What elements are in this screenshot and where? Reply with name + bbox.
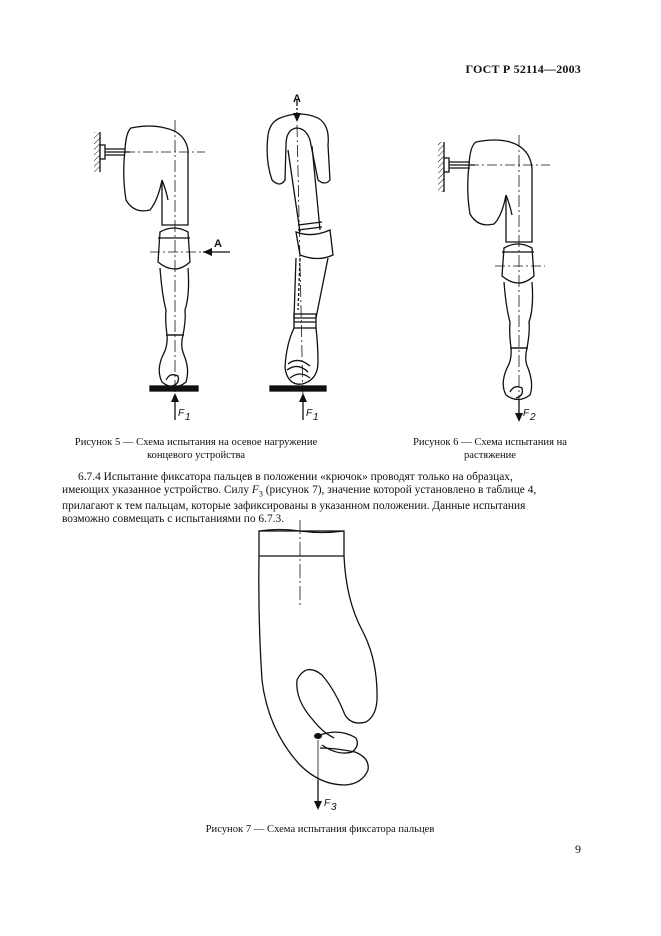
- paragraph-line-4: возможно совмещать с испытаниями по 6.7.3.: [62, 513, 285, 526]
- force-subscript: 3: [258, 489, 263, 499]
- fig7-force-label: F: [324, 798, 331, 809]
- fig7-force-sub: 3: [331, 802, 337, 813]
- paragraph-line-2: [62, 484, 584, 500]
- figure-7-caption: Рисунок 7 — Схема испытания фиксатора пальцев: [205, 824, 435, 835]
- figure-6-caption-line2: растяжение: [464, 450, 516, 461]
- figure-6-arm: [438, 135, 550, 422]
- force-symbol: F: [251, 484, 259, 496]
- page-number: 9: [575, 842, 581, 856]
- fig5-force-sub-left: 1: [185, 412, 191, 423]
- figure-7-hand: [259, 520, 377, 810]
- paragraph-line-1: 6.7.4 Испытание фиксатора пальцев в положении «крючок» проводят только на образцах,: [78, 471, 513, 483]
- wall-hatch: [94, 132, 100, 172]
- figure-5-caption-line2: концевого устройства: [146, 450, 246, 461]
- figure-6-caption: [400, 436, 580, 462]
- fig5-arrow-label-side: A: [214, 238, 222, 250]
- paragraph-6-7-4: [62, 471, 584, 526]
- document-code: ГОСТ Р 52114—2003: [465, 62, 581, 76]
- fig6-force-label: F: [523, 408, 530, 419]
- figure-5-arm: [94, 120, 230, 420]
- figure-5-side-view: [267, 100, 333, 420]
- fig5-force-sub-right: 1: [313, 412, 319, 423]
- paragraph-line-2b: (рисунок 7), значение которой установлено в таблице 4,: [262, 484, 537, 496]
- figure-5-caption-line1: Рисунок 5 — Схема испытания на осевое нагружение: [74, 437, 318, 448]
- paragraph-line-3: прилагают к тем пальцам, которые зафиксированы в указанном положении. Данные испытания: [62, 500, 526, 513]
- figure-6-caption-line1: Рисунок 6 — Схема испытания на: [412, 437, 567, 448]
- fig6-force-sub: 2: [530, 412, 536, 423]
- fig5-force-label-right: F: [306, 408, 313, 419]
- paragraph-line-2a: имеющих указанное устройство. Силу: [62, 484, 252, 496]
- fig5-arrow-label-top: A: [293, 93, 301, 105]
- fig5-force-label-left: F: [178, 408, 185, 419]
- figure-5-caption: [60, 436, 332, 462]
